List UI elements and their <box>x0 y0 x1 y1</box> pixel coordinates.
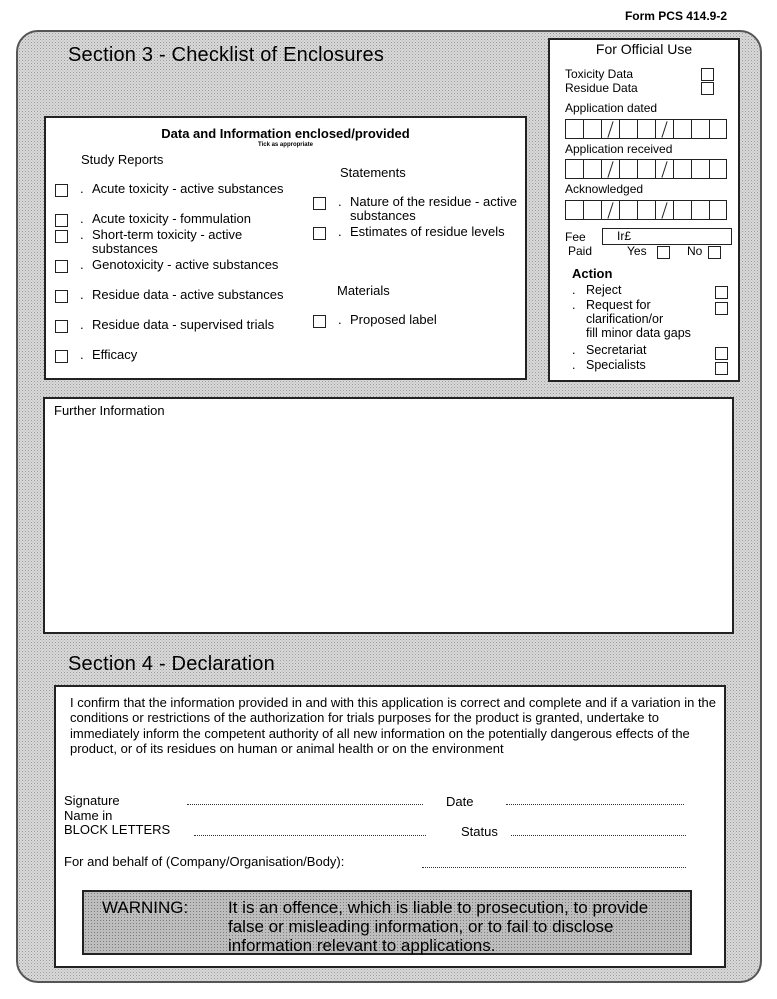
acknowledged-label: Acknowledged <box>565 182 644 196</box>
action-secretariat <box>572 343 646 357</box>
application-received-field[interactable] <box>565 159 727 179</box>
date-cell <box>619 200 637 220</box>
date-label: Date <box>446 794 474 809</box>
date-cell <box>691 200 709 220</box>
request-line: clarification/or <box>586 312 664 326</box>
date-cell <box>583 119 601 139</box>
toxicity-data-label: Toxicity Data <box>565 67 634 81</box>
date-cell <box>637 159 655 179</box>
checklist-label: Acute toxicity - fommulation <box>92 211 251 226</box>
bullet: . <box>572 343 576 357</box>
action-specialists <box>572 358 646 372</box>
checkbox[interactable] <box>55 320 68 333</box>
checklist-label: Short-term toxicity - active substances <box>92 227 243 256</box>
checklist-label: Estimates of residue levels <box>350 224 505 239</box>
checklist-item[interactable] <box>55 228 292 256</box>
date-cell <box>601 119 619 139</box>
action-reject <box>572 283 621 297</box>
warning-box <box>82 890 692 955</box>
checkbox[interactable] <box>313 227 326 240</box>
action-request-label <box>586 298 691 340</box>
action-request <box>572 298 691 340</box>
data-panel-title: Data and Information enclosed/provided <box>161 126 410 141</box>
bullet: . <box>338 194 342 209</box>
date-cell <box>565 200 583 220</box>
status-label: Status <box>461 824 498 839</box>
request-line: Request for <box>586 298 651 312</box>
checklist-label: Efficacy <box>92 347 138 362</box>
toxicity-data-checkbox[interactable] <box>701 68 714 81</box>
further-information-box[interactable] <box>43 397 734 634</box>
acknowledged-field[interactable] <box>565 200 727 220</box>
action-heading: Action <box>572 266 613 281</box>
bullet: . <box>80 287 84 302</box>
request-line: fill minor data gaps <box>586 326 691 340</box>
signature-line[interactable] <box>187 804 423 805</box>
checklist-item[interactable] <box>55 212 292 227</box>
materials-heading: Materials <box>337 283 390 298</box>
official-use-title: For Official Use <box>595 41 693 57</box>
paid-no-checkbox[interactable] <box>708 246 721 259</box>
date-cell <box>673 119 691 139</box>
checkbox[interactable] <box>55 214 68 227</box>
checklist-label: Genotoxicity - active substances <box>92 257 279 272</box>
checklist-label: Acute toxicity - active substances <box>92 181 284 196</box>
action-reject-checkbox[interactable] <box>715 286 728 299</box>
date-cell <box>655 200 673 220</box>
form-code: Form PCS 414.9-2 <box>624 9 727 23</box>
application-dated-field[interactable] <box>565 119 727 139</box>
application-received-label: Application received <box>565 142 673 156</box>
checklist-label: Residue data - active substances <box>92 287 284 302</box>
date-cell <box>601 159 619 179</box>
fee-field[interactable]: Ir£ <box>602 228 732 245</box>
bullet: . <box>572 283 576 297</box>
bullet: . <box>80 347 84 362</box>
warning-text: It is an offence, which is liable to prosecution, to provide false or misleading information, or to fail to disclose information relevant to applications. <box>228 898 649 955</box>
action-reject-label: Reject <box>586 283 622 297</box>
checklist-item[interactable] <box>55 288 292 303</box>
action-specialists-checkbox[interactable] <box>715 362 728 375</box>
bullet: . <box>80 317 84 332</box>
further-information-label: Further Information <box>54 403 165 418</box>
bullet: . <box>80 211 84 226</box>
checklist-item[interactable] <box>313 225 510 240</box>
residue-data-label: Residue Data <box>565 81 638 95</box>
checklist-item[interactable] <box>55 318 292 333</box>
checkbox[interactable] <box>55 290 68 303</box>
checklist-label: Proposed label <box>350 312 437 327</box>
checklist-item[interactable] <box>55 348 292 363</box>
signature-label: Signature <box>64 793 120 808</box>
checkbox[interactable] <box>313 315 326 328</box>
bullet: . <box>80 227 84 242</box>
fee-label: Fee <box>565 230 586 244</box>
date-cell <box>637 119 655 139</box>
checkbox[interactable] <box>313 197 326 210</box>
bullet: . <box>338 224 342 239</box>
name-line[interactable] <box>194 835 426 836</box>
warning-label: WARNING: <box>102 898 189 917</box>
paid-yes-label: Yes <box>627 244 647 258</box>
checklist-label: Residue data - supervised trials <box>92 317 275 332</box>
date-cell <box>601 200 619 220</box>
date-cell <box>673 159 691 179</box>
paid-label: Paid <box>568 244 593 258</box>
date-cell <box>655 119 673 139</box>
date-cell <box>673 200 691 220</box>
checkbox[interactable] <box>55 230 68 243</box>
section3-title: Section 3 - Checklist of Enclosures <box>68 44 385 66</box>
bullet: . <box>572 298 576 312</box>
action-secretariat-checkbox[interactable] <box>715 347 728 360</box>
checkbox[interactable] <box>55 260 68 273</box>
checklist-label: Nature of the residue - active substances <box>350 194 517 223</box>
paid-no-label: No <box>687 244 703 258</box>
action-request-checkbox[interactable] <box>715 302 728 315</box>
date-cell <box>709 159 727 179</box>
checkbox[interactable] <box>55 350 68 363</box>
date-cell <box>709 119 727 139</box>
date-cell <box>637 200 655 220</box>
official-use-panel <box>548 38 740 382</box>
bullet: . <box>80 181 84 196</box>
checklist-item[interactable] <box>55 182 292 197</box>
behalf-label: For and behalf of (Company/Organisation/Body): <box>64 854 345 869</box>
statements-heading: Statements <box>340 165 406 180</box>
declaration-text: I confirm that the information provided in and with this application is correct and complete and if a variation in the conditions or restrictions of the authorization for trials purposes for the product is granted, undertake to immediately inform the competent authority of all new information on the potentially dangerous effects of the product, or of its residues on human or animal health or on the environment <box>70 695 717 757</box>
date-cell <box>565 119 583 139</box>
date-cell <box>583 200 601 220</box>
date-cell <box>655 159 673 179</box>
section4-title: Section 4 - Declaration <box>68 653 275 675</box>
name-label <box>64 809 170 837</box>
checklist-item[interactable] <box>313 313 510 328</box>
status-line[interactable] <box>511 835 686 836</box>
action-specialists-label: Specialists <box>586 358 646 372</box>
checkbox[interactable] <box>55 184 68 197</box>
residue-data-checkbox[interactable] <box>701 82 714 95</box>
data-panel-subtitle: Tick as appropriate <box>258 142 313 148</box>
name-label-line1: Name in <box>64 808 113 823</box>
study-reports-heading: Study Reports <box>81 152 164 167</box>
behalf-line[interactable] <box>422 867 686 868</box>
action-secretariat-label: Secretariat <box>586 343 647 357</box>
checklist-item[interactable] <box>313 195 520 223</box>
date-line[interactable] <box>506 804 684 805</box>
date-cell <box>691 119 709 139</box>
paid-yes-checkbox[interactable] <box>657 246 670 259</box>
date-cell <box>691 159 709 179</box>
bullet: . <box>572 358 576 372</box>
bullet: . <box>80 257 84 272</box>
date-cell <box>583 159 601 179</box>
date-cell <box>565 159 583 179</box>
application-dated-label: Application dated <box>565 101 658 115</box>
name-label-line2: BLOCK LETTERS <box>64 822 171 837</box>
date-cell <box>619 159 637 179</box>
bullet: . <box>338 312 342 327</box>
date-cell <box>709 200 727 220</box>
checklist-item[interactable] <box>55 258 292 273</box>
data-information-panel <box>44 116 527 380</box>
date-cell <box>619 119 637 139</box>
